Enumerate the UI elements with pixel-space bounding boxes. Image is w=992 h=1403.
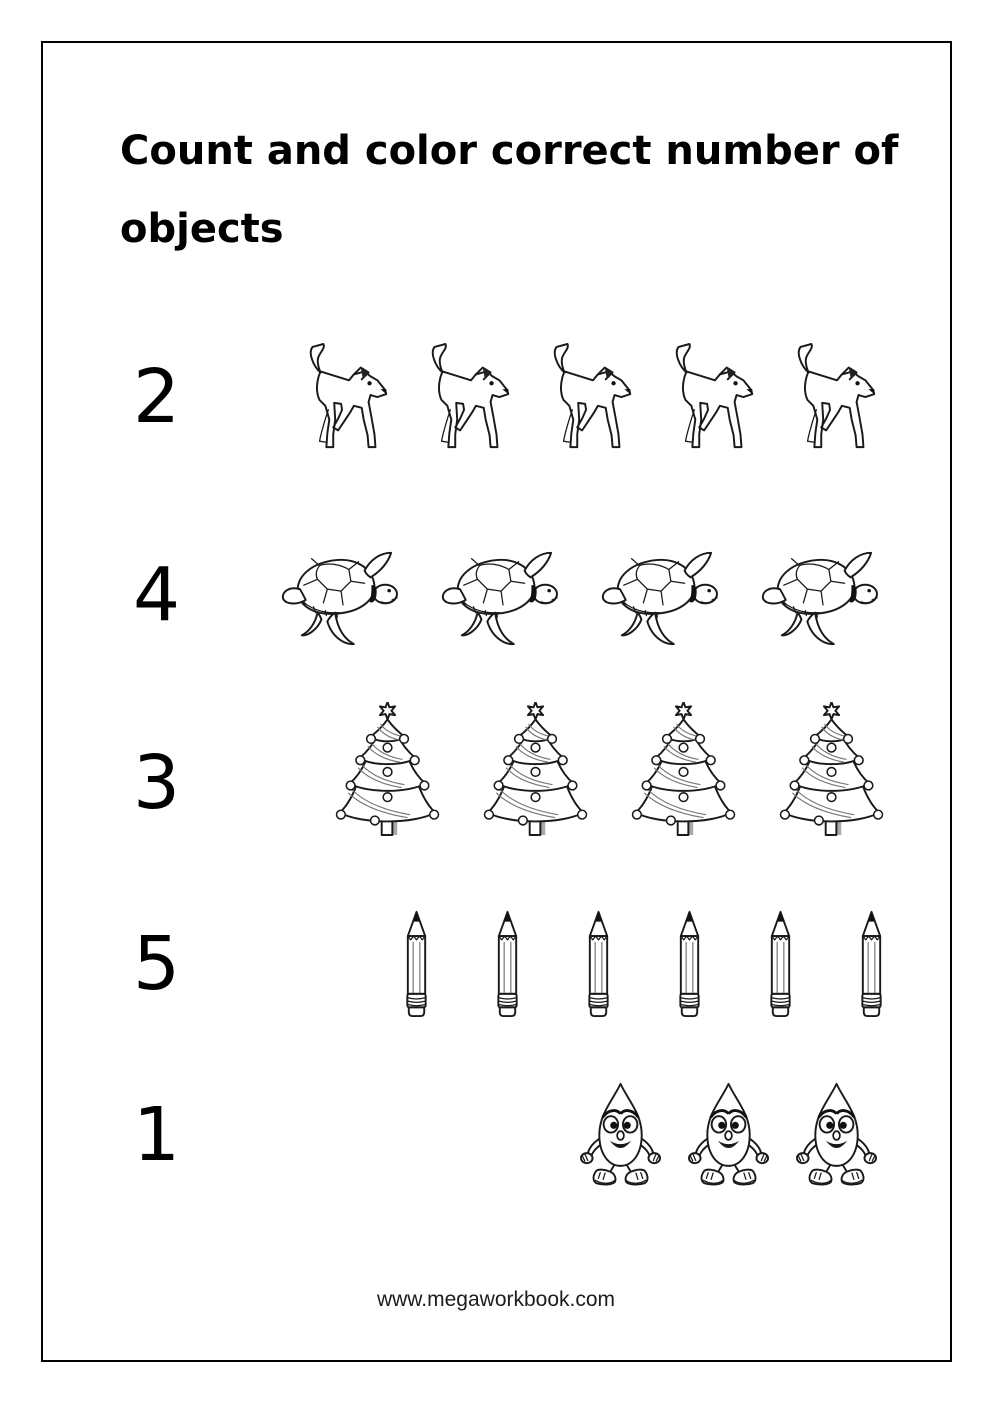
row-number: 5	[133, 921, 181, 1007]
pencil-icon	[400, 910, 433, 1018]
row-number: 3	[133, 740, 181, 826]
christmas-tree-icon	[628, 702, 740, 836]
row-number: 1	[133, 1092, 181, 1178]
dog-icon	[414, 340, 522, 455]
pencil-icon	[855, 910, 888, 1018]
exercise-row-turtles	[133, 542, 888, 648]
dog-icon	[780, 340, 888, 455]
pencil-icon	[582, 910, 615, 1018]
dog-icon	[536, 340, 644, 455]
row-objects-dogs	[292, 340, 888, 455]
row-number: 2	[133, 354, 181, 440]
dog-icon	[658, 340, 766, 455]
title-line-1: Count and color correct number of	[120, 128, 899, 174]
water-drop-icon	[678, 1081, 780, 1189]
water-drop-icon	[570, 1081, 672, 1189]
turtle-icon	[440, 544, 568, 647]
pencil-icon	[764, 910, 797, 1018]
christmas-tree-icon	[776, 702, 888, 836]
worksheet-title	[120, 112, 899, 268]
christmas-tree-icon	[332, 702, 444, 836]
dog-icon	[292, 340, 400, 455]
row-objects-pencils	[400, 910, 888, 1018]
turtle-icon	[600, 544, 728, 647]
exercise-row-pencils	[133, 910, 888, 1018]
water-drop-icon	[786, 1081, 888, 1189]
row-objects-water-drops	[570, 1081, 888, 1189]
turtle-icon	[760, 544, 888, 647]
pencil-icon	[491, 910, 524, 1018]
footer-url: www.megaworkbook.com	[376, 1288, 616, 1311]
exercise-row-water-drops	[133, 1080, 888, 1190]
turtle-icon	[280, 544, 408, 647]
christmas-tree-icon	[480, 702, 592, 836]
row-objects-turtles	[280, 544, 888, 647]
row-number: 4	[133, 552, 181, 638]
exercise-row-christmas-trees	[133, 702, 888, 836]
exercise-row-dogs	[133, 338, 888, 456]
row-objects-christmas-trees	[332, 702, 888, 836]
pencil-icon	[673, 910, 706, 1018]
title-line-2: objects	[120, 206, 284, 252]
